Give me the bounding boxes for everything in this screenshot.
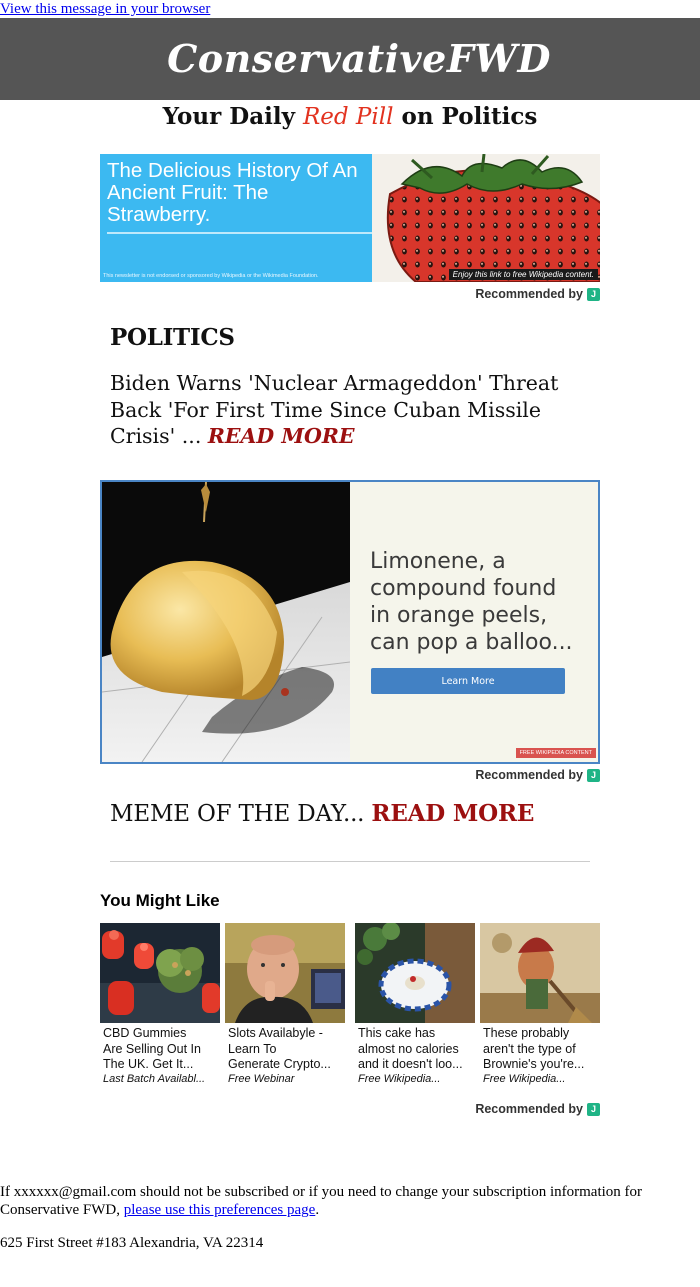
card-source: Last Batch Availabl... bbox=[103, 1072, 206, 1085]
recommended-by-3[interactable] bbox=[475, 1101, 600, 1117]
recommended-by-2[interactable] bbox=[475, 767, 600, 783]
card-slots[interactable] bbox=[225, 923, 345, 1086]
politics-section-label: POLITICS bbox=[110, 324, 235, 351]
banner-headline: The Delicious History Of An Ancient Fruit: The Strawberry. bbox=[107, 159, 358, 226]
gummies-image bbox=[100, 923, 220, 1023]
meme-text: MEME OF THE DAY... bbox=[110, 801, 372, 827]
card-title: Slots Availabyle - Learn To Generate Crypto... bbox=[228, 1026, 331, 1071]
politics-headline-text: Biden Warns 'Nuclear Armageddon' Threat Back 'For First Time Since Cuban Missile Crisis' ... bbox=[110, 371, 559, 448]
tagline-post: on Politics bbox=[393, 103, 538, 130]
you-might-like-cards bbox=[100, 923, 600, 1093]
limonene-ad[interactable] bbox=[100, 480, 600, 764]
mailing-address: 625 First Street #183 Alexandria, VA 22314 bbox=[0, 1235, 264, 1251]
masthead bbox=[0, 18, 700, 100]
tagline-red-pill: Red Pill bbox=[302, 104, 394, 130]
balloon-photo bbox=[102, 482, 350, 762]
card-title: These probably aren't the type of Brownie's you're... bbox=[483, 1026, 585, 1071]
politics-read-more-link[interactable]: READ MORE bbox=[207, 424, 355, 448]
brownie-illustration-image bbox=[480, 923, 600, 1023]
preferences-page-link[interactable]: please use this preferences page bbox=[123, 1202, 316, 1218]
recommended-by-label: Recommended by bbox=[475, 287, 583, 301]
jeeng-logo-icon: J bbox=[587, 288, 600, 301]
card-cake[interactable] bbox=[355, 923, 475, 1086]
man-portrait-image bbox=[225, 923, 345, 1023]
card-image bbox=[480, 923, 600, 1023]
meme-read-more-link[interactable]: READ MORE bbox=[371, 800, 535, 827]
you-might-like-title: You Might Like bbox=[100, 891, 220, 910]
card-image bbox=[225, 923, 345, 1023]
recommended-by-label: Recommended by bbox=[475, 1102, 583, 1116]
footer-text: If xxxxxx@gmail.com should not be subscribed or if you need to change your subscription information for Conservative FWD, bbox=[0, 1184, 643, 1218]
card-source: Free Wikipedia... bbox=[358, 1072, 441, 1085]
card-cbd-gummies[interactable] bbox=[100, 923, 220, 1086]
card-brownies[interactable] bbox=[480, 923, 600, 1086]
card-title: CBD Gummies Are Selling Out In The UK. Get It... bbox=[103, 1026, 201, 1071]
recommended-by-1[interactable] bbox=[475, 286, 600, 302]
free-wikipedia-badge: FREE WIKIPEDIA CONTENT bbox=[516, 748, 596, 758]
limonene-ad-text bbox=[370, 548, 580, 656]
cake-plate-image bbox=[355, 923, 475, 1023]
limonene-line-1: Limonene, a bbox=[370, 549, 506, 574]
card-title: This cake has almost no calories and it doesn't loo... bbox=[358, 1026, 463, 1071]
tagline-pre: Your Daily bbox=[162, 103, 303, 130]
jeeng-logo-icon: J bbox=[587, 1103, 600, 1116]
tagline bbox=[0, 103, 700, 130]
jeeng-logo-icon: J bbox=[587, 769, 600, 782]
masthead-title: ConservativeFWD bbox=[167, 36, 551, 81]
strawberry-image bbox=[372, 154, 600, 282]
strawberry-illustration bbox=[372, 154, 600, 282]
politics-headline bbox=[110, 370, 590, 450]
card-image bbox=[355, 923, 475, 1023]
section-divider bbox=[110, 861, 590, 862]
banner-divider bbox=[107, 232, 373, 234]
footer-period: . bbox=[315, 1202, 320, 1218]
recommended-by-label: Recommended by bbox=[475, 768, 583, 782]
card-source: Free Webinar bbox=[228, 1072, 295, 1085]
banner-caption: Enjoy this link to free Wikipedia content. bbox=[449, 269, 598, 280]
subscription-footer bbox=[0, 1183, 700, 1219]
limonene-line-4: can pop a balloo... bbox=[370, 630, 573, 655]
card-image bbox=[100, 923, 220, 1023]
learn-more-button[interactable]: Learn More bbox=[371, 668, 565, 694]
balloon-photo-graphic bbox=[102, 482, 350, 762]
meme-of-the-day bbox=[110, 800, 534, 827]
limonene-line-2: compound found bbox=[370, 576, 557, 601]
limonene-line-3: in orange peels, bbox=[370, 603, 548, 628]
card-source: Free Wikipedia... bbox=[483, 1072, 566, 1085]
strawberry-banner-ad[interactable] bbox=[100, 154, 600, 282]
view-in-browser-link[interactable]: View this message in your browser bbox=[0, 1, 211, 17]
banner-fine-print: This newsletter is not endorsed or sponsored by Wikipedia or the Wikimedia Foundation. bbox=[103, 273, 319, 279]
